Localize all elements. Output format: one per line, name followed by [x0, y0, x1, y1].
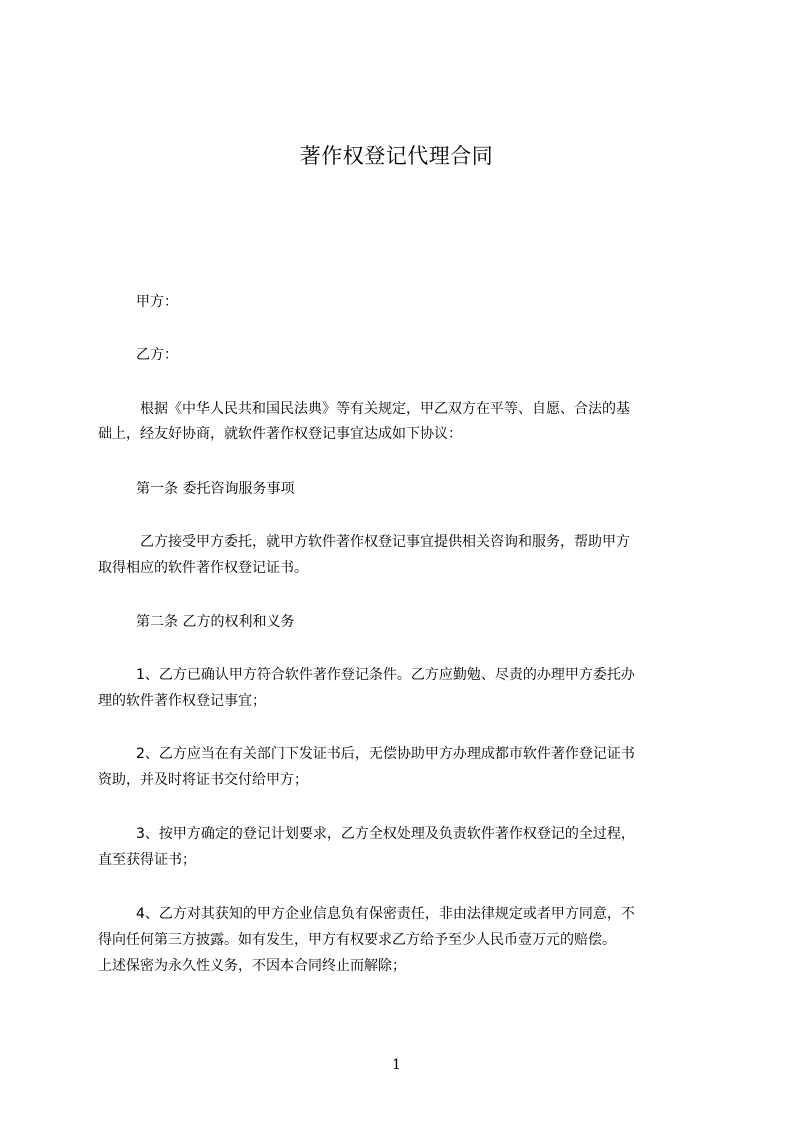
article-2-item-4-line-3: 上述保密为永久性义务，不因本合同终止而解除；: [98, 958, 406, 974]
article-2-item-3-line-1: 3、按甲方确定的登记计划要求，乙方全权处理及负责软件著作权登记的全过程，: [136, 826, 635, 842]
article-2-heading: 第二条 乙方的权利和义务: [136, 614, 295, 630]
article-1-line-2: 取得相应的软件著作权登记证书。: [98, 560, 308, 576]
preamble-line-1: 根据《中华人民共和国民法典》等有关规定，甲乙双方在平等、自愿、合法的基: [140, 401, 630, 417]
article-2-item-2-line-2: 资助，并及时将证书交付给甲方；: [98, 772, 308, 788]
article-2-item-1-line-2: 理的软件著作权登记事宜；: [98, 693, 266, 709]
article-2-item-2-line-1: 2、乙方应当在有关部门下发证书后，无偿协助甲方办理成都市软件著作登记证书: [136, 746, 635, 762]
article-1-heading: 第一条 委托咨询服务事项: [136, 481, 295, 497]
document-title: 著作权登记代理合同: [299, 144, 494, 168]
page-number: 1: [392, 1057, 401, 1073]
party-b-label: 乙方：: [136, 347, 178, 363]
preamble-line-2: 础上，经友好协商，就软件著作权登记事宜达成如下协议：: [98, 426, 462, 442]
party-a-label: 甲方：: [136, 294, 178, 310]
article-1-line-1: 乙方接受甲方委托，就甲方软件著作权登记事宜提供相关咨询和服务，帮助甲方: [140, 534, 630, 550]
article-2-item-3-line-2: 直至获得证书；: [98, 852, 196, 868]
article-2-item-4-line-1: 4、乙方对其获知的甲方企业信息负有保密责任，非由法律规定或者甲方同意，不: [136, 906, 635, 922]
article-2-item-1-line-1: 1、乙方已确认甲方符合软件著作登记条件。乙方应勤勉、尽责的办理甲方委托办: [136, 667, 635, 683]
article-2-item-4-line-2: 得向任何第三方披露。如有发生，甲方有权要求乙方给予至少人民币壹万元的赔偿。: [98, 932, 616, 948]
